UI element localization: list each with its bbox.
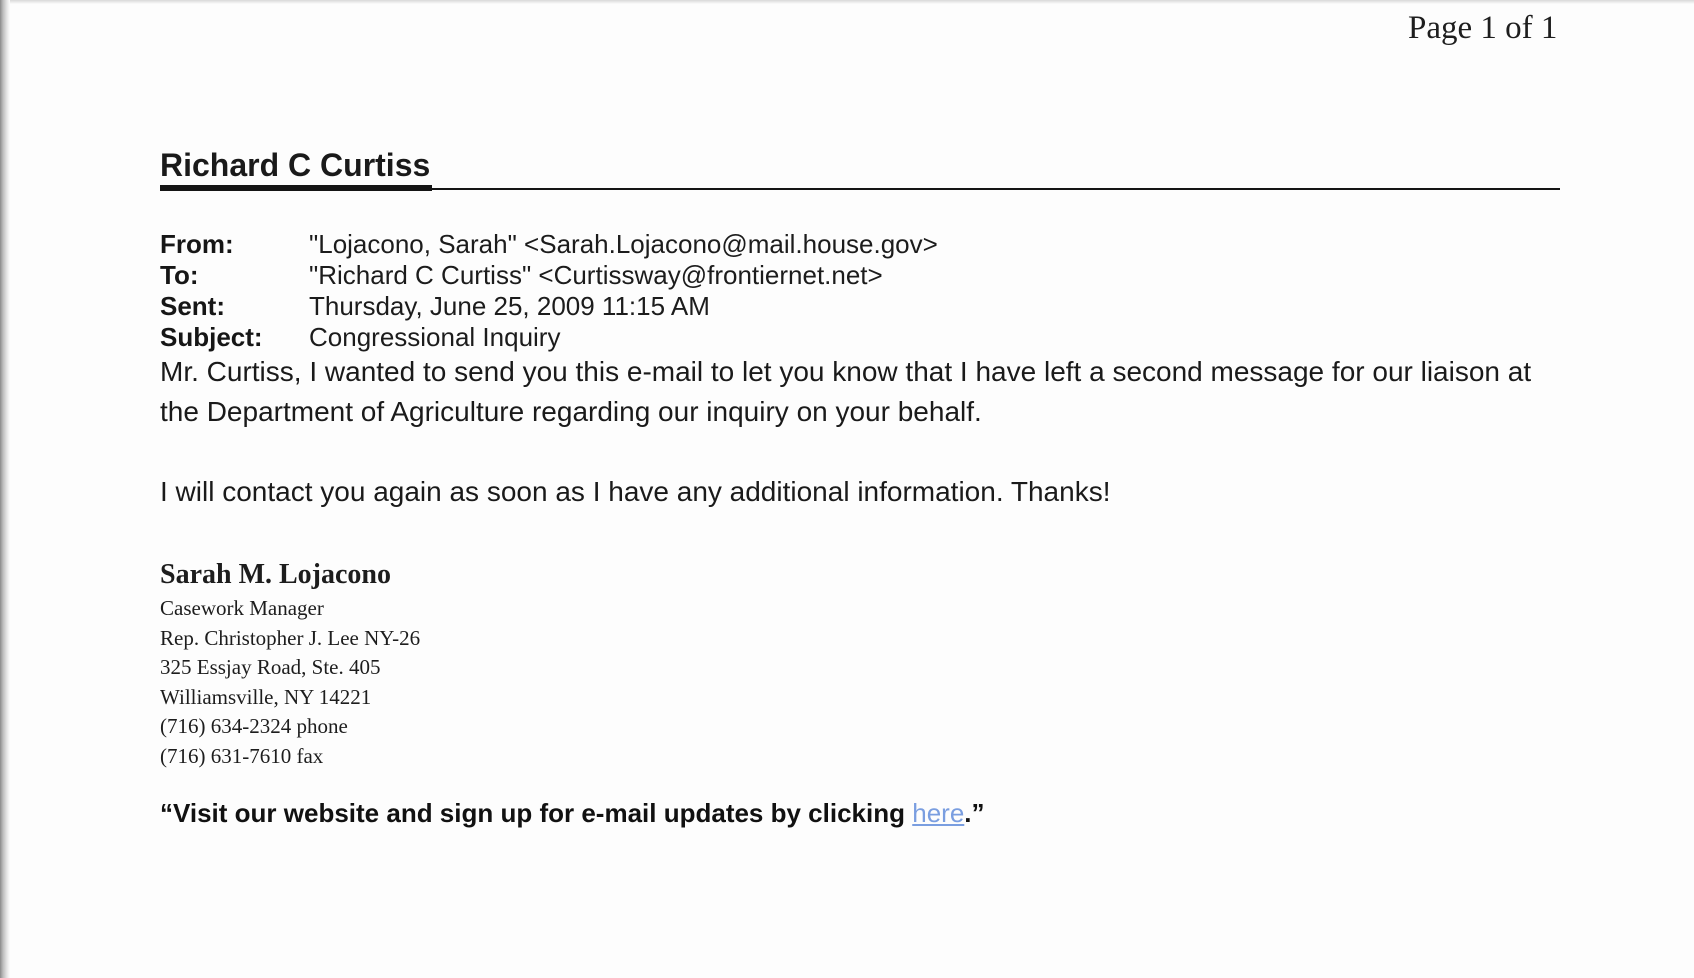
signature-block [160, 556, 420, 772]
mailbox-owner-name: Richard C Curtiss [160, 145, 432, 191]
signature-phone: (716) 634-2324 phone [160, 714, 348, 739]
signup-here-link[interactable]: here [912, 798, 965, 828]
email-body [160, 352, 1540, 512]
from-value: "Lojacono, Sarah" <Sarah.Lojacono@mail.house.gov> [309, 229, 938, 259]
sent-value: Thursday, June 25, 2009 11:15 AM [309, 291, 710, 321]
to-value: "Richard C Curtiss" <Curtissway@frontiernet.net> [309, 260, 883, 290]
subject-label: Subject: [160, 322, 263, 352]
website-signup-note [160, 796, 985, 830]
email-headers [160, 229, 938, 353]
from-row [160, 229, 938, 260]
signature-address-line-1: 325 Essjay Road, Ste. 405 [160, 655, 381, 680]
body-paragraph-1: Mr. Curtiss, I wanted to send you this e-mail to let you know that I have left a second message for our liaison at the Department of Agriculture regarding our inquiry on your behalf. [160, 356, 1532, 427]
body-paragraph-2: I will contact you again as soon as I have any additional information. Thanks! [160, 476, 1111, 507]
scan-top-edge [0, 0, 1694, 4]
sent-label: Sent: [160, 291, 225, 321]
signature-title: Casework Manager [160, 596, 324, 620]
from-label: From: [160, 229, 234, 259]
to-row [160, 260, 938, 291]
subject-row [160, 322, 938, 353]
scan-left-edge [0, 0, 10, 978]
signature-address-line-2: Williamsville, NY 14221 [160, 684, 372, 709]
to-label: To: [160, 260, 199, 290]
page-number: Page 1 of 1 [1408, 10, 1558, 46]
mailbox-header [160, 145, 1560, 191]
signature-name: Sarah M. Lojacono [160, 559, 391, 590]
signature-fax: (716) 631-7610 fax [160, 743, 324, 768]
signup-note-prefix: “Visit our website and sign up for e-mail updates by clicking [160, 798, 913, 828]
signature-office: Rep. Christopher J. Lee NY-26 [160, 625, 421, 650]
signup-note-suffix: .” [964, 798, 985, 828]
sent-row [160, 291, 938, 322]
subject-value: Congressional Inquiry [309, 322, 561, 352]
